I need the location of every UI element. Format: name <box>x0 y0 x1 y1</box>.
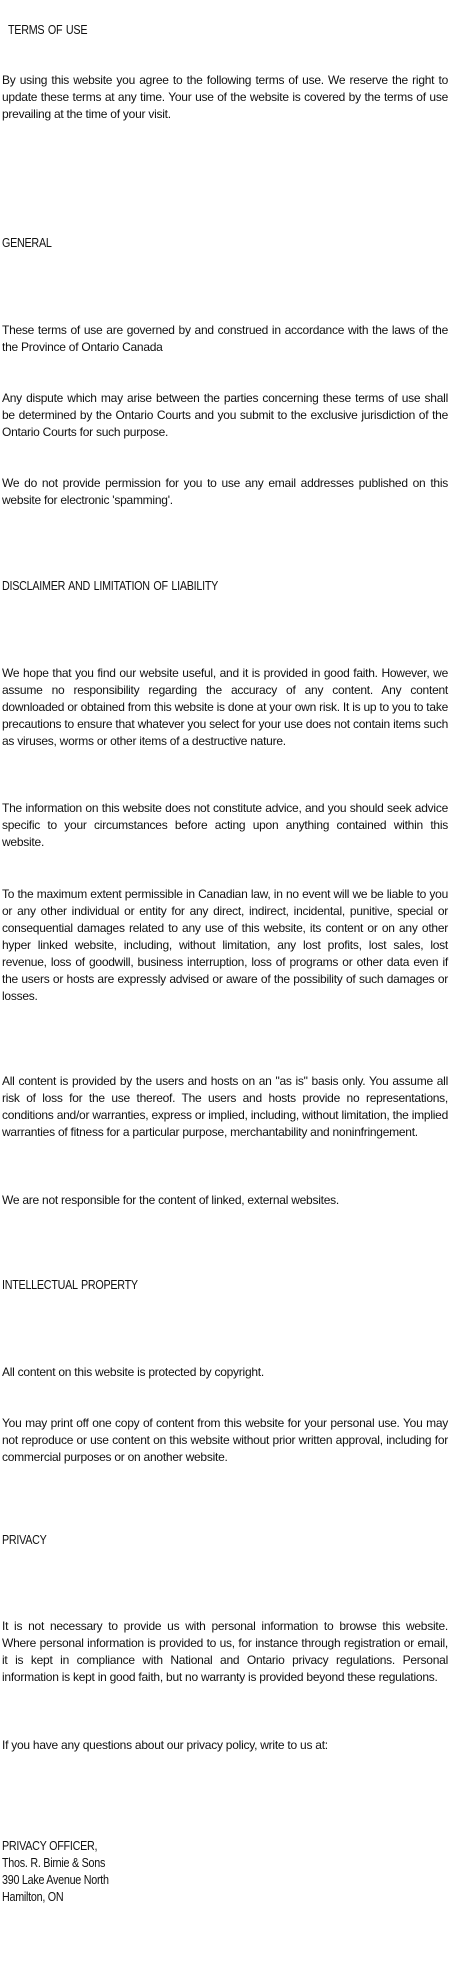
disclaimer-heading: DISCLAIMER AND LIMITATION OF LIABILITY <box>2 579 219 593</box>
intellectual-property-heading: INTELLECTUAL PROPERTY <box>2 1278 138 1292</box>
address-line-4: Hamilton, ON <box>2 1890 64 1904</box>
disclaimer-paragraph-1: We hope that you find our website useful, and it is provided in good faith. However, we assume no responsibility regarding the accuracy of any content. Any content downloaded or obtained from this website is done at your own risk. It is up to you to take precautions to ensure that whatever you select for your use does not contain items such as viruses, worms or other items of a destructive nature. <box>2 666 448 748</box>
general-paragraph-3: We do not provide permission for you to use any email addresses published on this website for electronic 'spamming'. <box>2 476 448 507</box>
privacy-heading: PRIVACY <box>2 1533 47 1547</box>
disclaimer-paragraph-3: To the maximum extent permissible in Canadian law, in no event will we be liable to you or any other individual or entity for any direct, indirect, incidental, punitive, special or consequential damages related to any use of this website, its content or on any other hyper linked website, including, without limitation, any lost profits, lost sales, lost revenue, loss of goodwill, business interruption, loss of programs or other data even if the users or hosts are expressly advised or aware of the possibility of such damages or losses. <box>2 887 448 1003</box>
disclaimer-paragraph-2: The information on this website does not constitute advice, and you should seek advice specific to your circumstances before acting upon anything contained within this website. <box>2 801 448 849</box>
privacy-officer-address <box>2 1838 302 1906</box>
ip-paragraph-1: All content on this website is protected by copyright. <box>2 1365 264 1379</box>
disclaimer-paragraph-5: We are not responsible for the content of linked, external websites. <box>2 1193 339 1207</box>
page-title: TERMS OF USE <box>8 23 88 37</box>
disclaimer-paragraph-4: All content is provided by the users and hosts on an "as is" basis only. You assume all risk of loss for the use thereof. The users and hosts provide no representations, conditions and/or warranties, express or implied, including, without limitation, the implied warranties of fitness for a particular purpose, merchantability and noninfringement. <box>2 1074 448 1139</box>
address-line-2: Thos. R. Birnie & Sons <box>2 1856 106 1870</box>
ip-paragraph-2: You may print off one copy of content from this website for your personal use. You may not reproduce or use content on this website without prior written approval, including for commercial purposes or on another website. <box>2 1416 448 1464</box>
general-heading: GENERAL <box>2 236 52 250</box>
address-line-1: PRIVACY OFFICER, <box>2 1839 98 1853</box>
intro-paragraph: By using this website you agree to the following terms of use. We reserve the right to update these terms at any time. Your use of the website is covered by the terms of use prevailing at the time of your visit. <box>2 73 448 121</box>
privacy-paragraph-2: If you have any questions about our privacy policy, write to us at: <box>2 1738 328 1752</box>
address-line-3: 390 Lake Avenue North <box>2 1873 109 1887</box>
general-paragraph-1: These terms of use are governed by and construed in accordance with the laws of the the Province of Ontario Canada <box>2 323 448 354</box>
general-paragraph-2: Any dispute which may arise between the parties concerning these terms of use shall be determined by the Ontario Courts and you submit to the exclusive jurisdiction of the Ontario Courts for such purpose. <box>2 391 448 439</box>
privacy-paragraph-1: It is not necessary to provide us with personal information to browse this website. Where personal information is provided to us, for instance through registration or email, it is kept in compliance with National and Ontario privacy regulations. Personal information is kept in good faith, but no warranty is provided beyond these regulations. <box>2 1619 448 1684</box>
